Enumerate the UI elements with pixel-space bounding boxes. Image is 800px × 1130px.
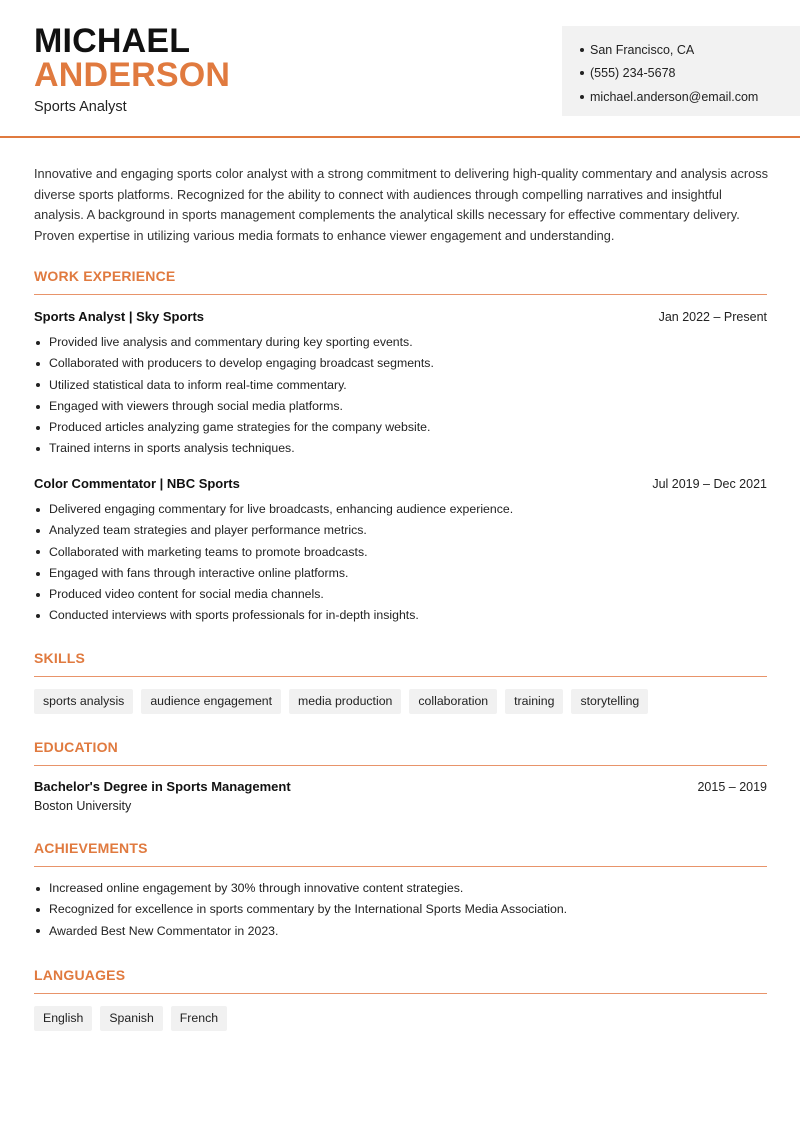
- bullet-text: Delivered engaging commentary for live broadcasts, enhancing audience experience.: [49, 502, 514, 516]
- bullet-icon: [36, 447, 40, 451]
- bullet-text: Engaged with viewers through social media platforms.: [49, 398, 343, 413]
- languages-section-title: LANGUAGES: [34, 967, 126, 983]
- section-divider: [34, 294, 767, 295]
- bullet-text: Analyzed team strategies and player performance metrics.: [49, 523, 367, 538]
- bullet-text: Trained interns in sports analysis techniques.: [49, 441, 295, 456]
- job-bullet-list: [34, 332, 767, 460]
- bullet-icon: [36, 572, 40, 576]
- skills-tag-list: [34, 689, 648, 714]
- job-title: Sports Analyst: [34, 99, 127, 115]
- bullet-text: Increased online engagement by 30% through innovative content strategies.: [49, 881, 464, 895]
- bullet-icon: [36, 362, 40, 366]
- skill-tag: training: [505, 689, 563, 714]
- bullet-icon: [580, 48, 584, 52]
- job-entry-header: [34, 476, 767, 491]
- language-tag: English: [34, 1006, 92, 1031]
- bullet-text: Collaborated with marketing teams to promote broadcasts.: [49, 544, 368, 559]
- bullet-icon: [36, 426, 40, 430]
- skill-tag: audience engagement: [141, 689, 281, 714]
- section-divider: [34, 993, 767, 994]
- skill-tag: storytelling: [571, 689, 648, 714]
- list-item: [34, 921, 767, 942]
- work-section-title: WORK EXPERIENCE: [34, 268, 176, 284]
- bullet-text: Utilized statistical data to inform real-time commentary.: [49, 377, 347, 392]
- skills-section-title: SKILLS: [34, 650, 85, 666]
- bullet-text: Produced articles analyzing game strategies for the company website.: [49, 420, 431, 435]
- skill-tag: sports analysis: [34, 689, 133, 714]
- list-item: [34, 332, 767, 353]
- bullet-icon: [36, 593, 40, 597]
- bullet-text: Recognized for excellence in sports commentary by the International Sports Media Association.: [49, 902, 568, 917]
- list-item: [34, 520, 767, 541]
- job-heading: Color Commentator | NBC Sports: [34, 476, 240, 491]
- last-name: ANDERSON: [34, 56, 231, 94]
- list-item: [34, 899, 767, 920]
- list-item: [34, 353, 767, 374]
- list-item: [34, 878, 767, 899]
- degree-heading: Bachelor's Degree in Sports Management: [34, 779, 291, 794]
- bullet-text: Collaborated with producers to develop engaging broadcast segments.: [49, 356, 434, 371]
- list-item: [34, 375, 767, 396]
- school-name: Boston University: [34, 799, 132, 813]
- bullet-icon: [36, 887, 40, 891]
- job-bullet-list: [34, 499, 767, 627]
- list-item: [34, 605, 767, 626]
- bullet-text: Produced video content for social media channels.: [49, 587, 324, 602]
- list-item: [34, 584, 767, 605]
- languages-tag-list: [34, 1006, 227, 1031]
- bullet-icon: [36, 929, 40, 933]
- bullet-text: Conducted interviews with sports professionals for in-depth insights.: [49, 608, 419, 623]
- language-tag: Spanish: [100, 1006, 162, 1031]
- bullet-text: Provided live analysis and commentary during key sporting events.: [49, 335, 413, 349]
- list-item: [34, 542, 767, 563]
- contact-box: [562, 26, 800, 116]
- education-dates: 2015 – 2019: [697, 780, 767, 794]
- list-item: [34, 438, 767, 459]
- first-name: MICHAEL: [34, 22, 191, 60]
- section-divider: [34, 676, 767, 677]
- list-item: [34, 563, 767, 584]
- skill-tag: media production: [289, 689, 401, 714]
- bullet-icon: [36, 550, 40, 554]
- list-item: [34, 417, 767, 438]
- job-entry-header: [34, 309, 767, 324]
- phone-text: (555) 234-5678: [590, 66, 676, 81]
- bullet-icon: [580, 71, 584, 75]
- job-dates: Jan 2022 – Present: [658, 310, 767, 324]
- bullet-text: Engaged with fans through interactive online platforms.: [49, 565, 349, 580]
- section-divider: [34, 765, 767, 766]
- bullet-icon: [36, 529, 40, 533]
- education-entry-header: [34, 779, 767, 794]
- contact-email[interactable]: [580, 85, 800, 109]
- location-text: San Francisco, CA: [590, 42, 695, 57]
- section-divider: [34, 866, 767, 867]
- bullet-text: Awarded Best New Commentator in 2023.: [49, 923, 279, 938]
- job-heading: Sports Analyst | Sky Sports: [34, 309, 205, 324]
- list-item: [34, 396, 767, 417]
- list-item: [34, 499, 767, 520]
- bullet-icon: [36, 614, 40, 618]
- contact-location: [580, 38, 800, 62]
- education-section-title: EDUCATION: [34, 739, 118, 755]
- bullet-icon: [36, 508, 40, 512]
- bullet-icon: [36, 341, 40, 345]
- job-dates: Jul 2019 – Dec 2021: [652, 477, 767, 491]
- language-tag: French: [171, 1006, 227, 1031]
- contact-phone: [580, 62, 800, 86]
- summary-paragraph: Innovative and engaging sports color analyst with a strong commitment to delivering high-quality commentary and analysis across diverse sports platforms. Recognized for the ability to connect with audiences through compelling narratives and insightful analysis. A background in sports management complements the analytical skills necessary for effective commentary delivery. Proven expertise in utilizing various media formats to enhance viewer engagement and understanding.: [34, 166, 769, 243]
- achievements-list: [34, 878, 767, 942]
- bullet-icon: [36, 405, 40, 409]
- achievements-section-title: ACHIEVEMENTS: [34, 840, 148, 856]
- skill-tag: collaboration: [409, 689, 497, 714]
- bullet-icon: [580, 95, 584, 99]
- bullet-icon: [36, 908, 40, 912]
- email-text[interactable]: michael.anderson@email.com: [590, 89, 759, 104]
- bullet-icon: [36, 383, 40, 387]
- resume-header: [0, 0, 800, 138]
